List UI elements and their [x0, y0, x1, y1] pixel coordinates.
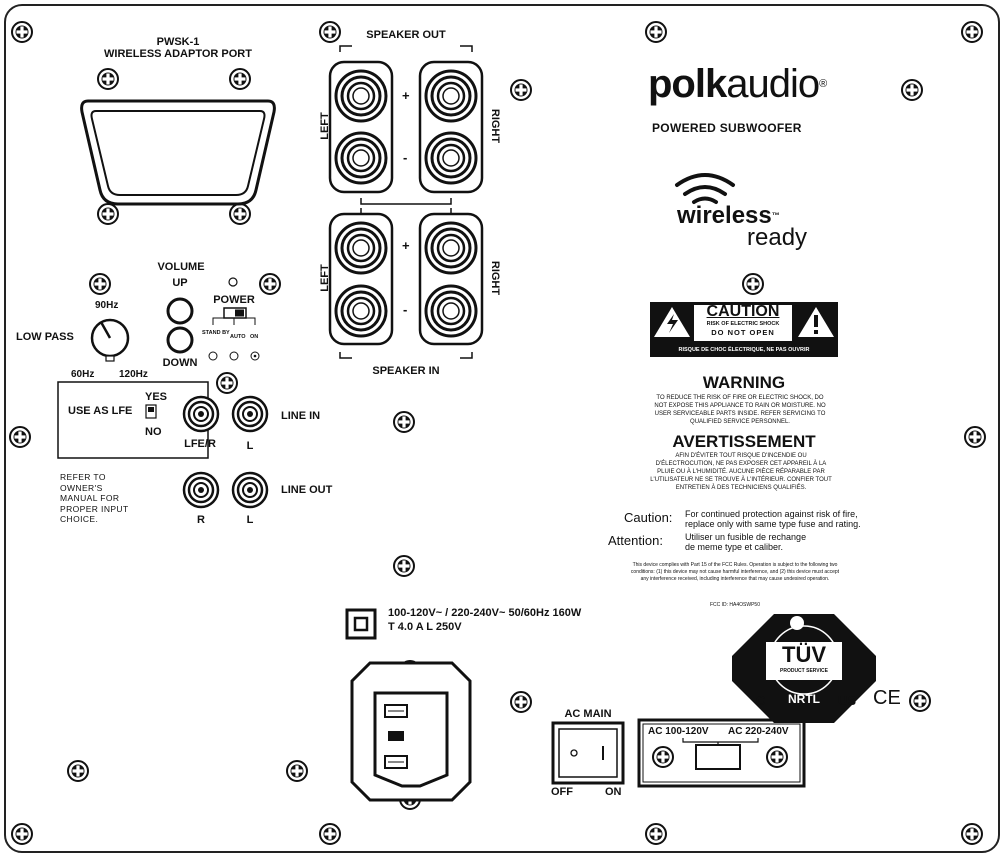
- tuv-us-mark: US: [838, 693, 857, 708]
- screw-icon: [910, 691, 930, 711]
- port-label: WIRELESS ADAPTOR PORT: [104, 48, 252, 60]
- volume-down-button[interactable]: [168, 328, 192, 352]
- line-in-title: LINE IN: [281, 410, 321, 422]
- ac-power-inlet[interactable]: [352, 663, 470, 800]
- low-pass-max-freq: 120Hz: [119, 369, 148, 380]
- screw-icon: [743, 274, 763, 294]
- screw-icon: [10, 427, 30, 447]
- tuv-subtitle: PRODUCT SERVICE: [780, 668, 828, 674]
- voltage-selector-right-label: AC 220-240V: [728, 726, 789, 737]
- tuv-nrtl: NRTL: [788, 692, 820, 706]
- line-out-title: LINE OUT: [281, 484, 333, 496]
- screw-icon: [230, 69, 250, 89]
- speaker-in-minus-sign: -: [403, 302, 408, 317]
- volume-up-label: UP: [172, 277, 188, 289]
- speaker-out-left-label: LEFT: [319, 112, 331, 140]
- caution-fuse-line1: For continued protection against risk of fire,: [685, 509, 858, 519]
- speaker-out-left-plus-post[interactable]: [336, 71, 386, 121]
- speaker-in-plus-sign: +: [402, 238, 410, 253]
- screw-icon: [320, 824, 340, 844]
- attention-fuse-line2: de meme type et caliber.: [685, 542, 784, 552]
- ce-mark: CE: [873, 687, 901, 709]
- speaker-out-plus-sign: +: [402, 88, 410, 103]
- screw-icon: [394, 412, 414, 432]
- speaker-in-left-label: LEFT: [319, 264, 331, 292]
- caution-title: CAUTION: [706, 303, 780, 320]
- double-insulation-icon: [347, 610, 375, 638]
- line-out-r-jack-label: R: [197, 514, 205, 526]
- power-mode-standby: STAND BY: [202, 330, 230, 336]
- speaker-out-minus-sign: -: [403, 150, 408, 165]
- ac-main-on-label: ON: [605, 786, 622, 798]
- volume-title: VOLUME: [157, 261, 205, 273]
- screw-icon: [12, 824, 32, 844]
- note-line: PROPER INPUT: [60, 503, 129, 514]
- speaker-in-right-label: RIGHT: [489, 260, 501, 296]
- wireless-adaptor-port[interactable]: [82, 101, 275, 204]
- lfe-no-label: NO: [145, 426, 162, 438]
- power-mode-on: ON: [250, 334, 259, 340]
- ac-main-title: AC MAIN: [564, 708, 612, 720]
- screw-icon: [90, 274, 110, 294]
- speaker-in-left-plus-post[interactable]: [336, 223, 386, 273]
- low-pass-top-freq: 90Hz: [95, 300, 119, 311]
- ac-main-switch[interactable]: [553, 723, 623, 783]
- speaker-out-right-minus-post[interactable]: [426, 133, 476, 183]
- screw-icon: [511, 692, 531, 712]
- power-led-indicator: [229, 278, 237, 286]
- screw-icon: [962, 22, 982, 42]
- attention-fuse-label: Attention:: [608, 533, 663, 548]
- speaker-in-right-minus-post[interactable]: [426, 286, 476, 336]
- product-type-label: POWERED SUBWOOFER: [652, 121, 802, 135]
- low-pass-knob[interactable]: [92, 320, 128, 361]
- screw-icon: [217, 373, 237, 393]
- screw-icon: [320, 22, 340, 42]
- low-pass-title: LOW PASS: [16, 331, 74, 343]
- caution-line1: RISK OF ELECTRIC SHOCK: [706, 321, 780, 327]
- line-in-l-jack-label: L: [246, 440, 254, 452]
- warning-title: WARNING: [702, 373, 786, 392]
- screw-icon: [646, 22, 666, 42]
- line-in-l-jack[interactable]: [233, 397, 267, 431]
- speaker-out-right-plus-post[interactable]: [426, 71, 476, 121]
- input-note: [60, 472, 140, 525]
- speaker-out-terminals: [330, 46, 482, 204]
- polk-audio-logo: polkaudio®: [648, 62, 827, 106]
- caution-fuse-line2: replace only with same type fuse and rating.: [685, 519, 861, 529]
- screw-icon: [230, 204, 250, 224]
- screw-icon: [646, 824, 666, 844]
- power-rating-line1: 100-120V~ / 220-240V~ 50/60Hz 160W: [388, 607, 582, 619]
- power-title: POWER: [213, 294, 255, 306]
- caution-line3: RISQUE DE CHOC ÉLECTRIQUE, NE PAS OUVRIR: [678, 347, 810, 353]
- speaker-in-right-plus-post[interactable]: [426, 223, 476, 273]
- screw-icon: [902, 80, 922, 100]
- speaker-in-terminals: [330, 208, 482, 358]
- fcc-id: FCC ID: HA4OSWP50: [709, 602, 760, 608]
- speaker-in-left-minus-post[interactable]: [336, 286, 386, 336]
- note-line: REFER TO: [60, 472, 106, 482]
- lfe-r-jack-label: LFE/R: [184, 438, 216, 450]
- line-out-r-jack[interactable]: [184, 473, 218, 507]
- volume-up-button[interactable]: [168, 299, 192, 323]
- screw-icon: [98, 204, 118, 224]
- caution-fuse-label: Caution:: [624, 510, 673, 525]
- low-pass-min-freq: 60Hz: [71, 369, 95, 380]
- wifi-icon: [677, 175, 733, 202]
- note-line: MANUAL FOR: [60, 493, 120, 503]
- screw-icon: [287, 761, 307, 781]
- screw-icon: [511, 80, 531, 100]
- screw-icon: [962, 824, 982, 844]
- speaker-out-left-minus-post[interactable]: [336, 133, 386, 183]
- note-line: OWNER'S: [60, 482, 103, 493]
- tuv-name: TÜV: [782, 642, 826, 667]
- warning-text: TO REDUCE THE RISK OF FIRE OR ELECTRIC SHOCK, DO NOT EXPOSE THIS APPLIANCE TO RAIN OR MOISTURE. NO USER SERVICEABLE PARTS INSIDE. REFER SERVICING TO QUALIFIED SERVICE PERSONNEL.: [654, 395, 826, 425]
- screw-icon: [965, 427, 985, 447]
- avertissement-text: AFIN D'ÉVITER TOUT RISQUE D'INCENDIE OU D'ÉLECTROCUTION, NE PAS EXPOSER CET APPAREIL À LA PLUIE OU À L'HUMIDITÉ. AUCUNE PIÈCE RÉPARABLE PAR L'UTILISATEUR NE SE TROUVE À L'INTÉRIEUR. CONFIER TOUT ENTRETIEN À DES TECHNICIENS QUALIFIÉS.: [650, 453, 832, 491]
- screw-icon: [394, 556, 414, 576]
- screw-icon: [12, 22, 32, 42]
- power-mode-auto: AUTO: [230, 334, 246, 340]
- lfe-r-input-jack[interactable]: [184, 397, 218, 431]
- port-model-label: PWSK-1: [156, 36, 200, 48]
- voltage-selector-left-label: AC 100-120V: [648, 726, 709, 737]
- lfe-title: USE AS LFE: [68, 405, 133, 417]
- screw-icon: [68, 761, 88, 781]
- ac-main-off-label: OFF: [551, 786, 573, 798]
- speaker-out-right-label: RIGHT: [489, 108, 501, 144]
- power-rating-line2: T 4.0 A L 250V: [388, 621, 462, 633]
- caution-line2: DO NOT OPEN: [711, 328, 775, 337]
- line-out-l-jack[interactable]: [233, 473, 267, 507]
- speaker-out-title: SPEAKER OUT: [366, 29, 446, 41]
- screw-icon: [260, 274, 280, 294]
- note-line: CHOICE.: [60, 514, 99, 524]
- wireless-ready-logo: wireless™: [677, 202, 780, 229]
- volume-down-label: DOWN: [162, 357, 198, 369]
- wireless-ready-subtext: ready: [747, 224, 808, 251]
- avertissement-title: AVERTISSEMENT: [672, 432, 816, 451]
- attention-fuse-line1: Utiliser un fusible de rechange: [685, 532, 807, 542]
- fcc-statement: This device complies with Part 15 of the FCC Rules. Operation is subject to the following two conditions: (1) this device may not cause harmful interference, and (2) this device must accept any interference received, including interference that may cause undesired operation.: [630, 562, 840, 582]
- tuv-c-mark: C: [756, 693, 766, 708]
- line-out-l-jack-label: L: [246, 514, 254, 526]
- screw-icon: [98, 69, 118, 89]
- lfe-yes-label: YES: [145, 391, 168, 403]
- speaker-in-title: SPEAKER IN: [372, 365, 440, 377]
